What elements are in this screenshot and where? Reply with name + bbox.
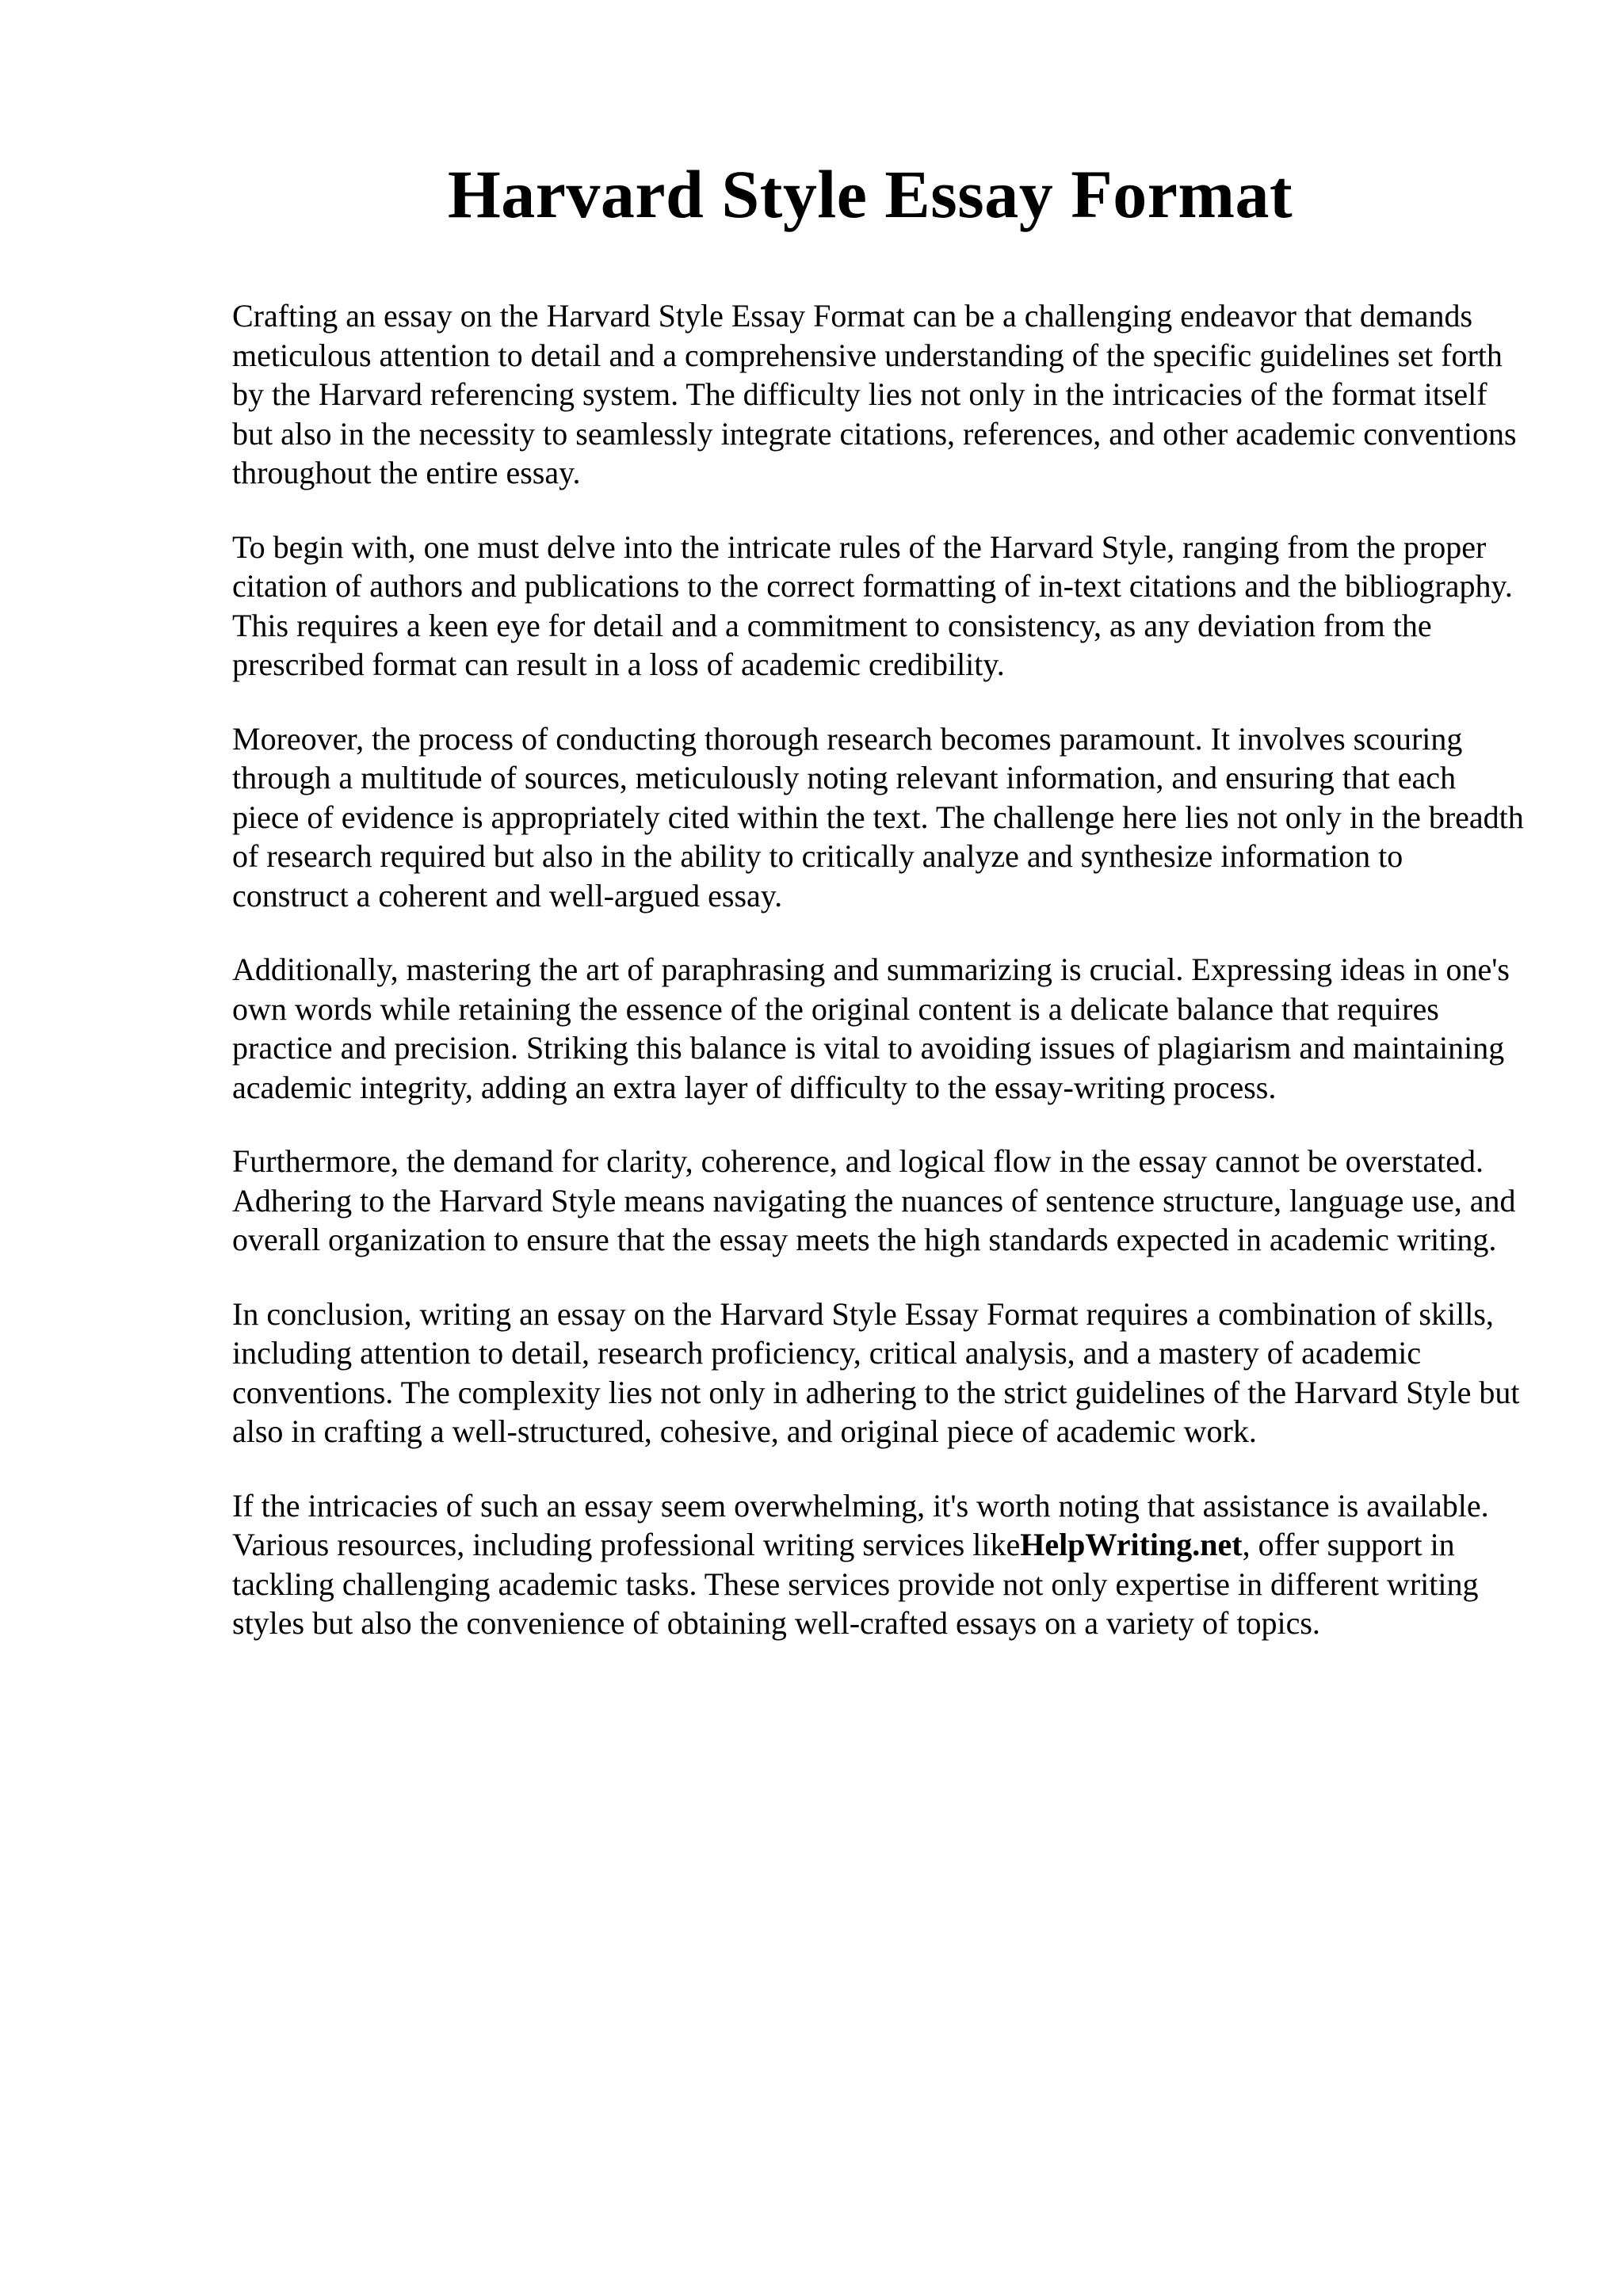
paragraph-3: Moreover, the process of conducting thorough research becomes paramount. It involves scouring through a multitude of sources, meticulously noting relevant information, and ensuring that each piece of evidence is appropriately cited within the text. The challenge here lies not only in the breadth of research required but also in the ability to critically analyze and synthesize information to construct a coherent and well-argued essay.	[232, 720, 1524, 913]
page-title: Harvard Style Essay Format	[447, 156, 1293, 232]
paragraph-4: Additionally, mastering the art of paraphrasing and summarizing is crucial. Expressing ideas in one's own words while retaining the essence of the original content is a delicate balance that requires practice and precision. Striking this balance is vital to avoiding issues of plagiarism and maintaining academic integrity, adding an extra layer of difficulty to the essay-writing process.	[232, 952, 1510, 1105]
paragraph-7-text-after: , offer support in tackling challenging academic tasks. These services provide not only expertise in different writing styles but also the convenience of obtaining well-crafted essays on a variety of topics.	[232, 1527, 1479, 1641]
paragraph-6: In conclusion, writing an essay on the Harvard Style Essay Format requires a combination of skills, including attention to detail, research proficiency, critical analysis, and a mastery of academic conventions. The complexity lies not only in adhering to the strict guidelines of the Harvard Style but also in crafting a well-structured, cohesive, and original piece of academic work.	[232, 1295, 1520, 1449]
helpwriting-brand-link[interactable]: HelpWriting.net	[1020, 1527, 1243, 1562]
paragraph-7	[232, 1486, 1524, 1643]
paragraph-1: Crafting an essay on the Harvard Style Essay Format can be a challenging endeavor that demands meticulous attention to detail and a comprehensive understanding of the specific guidelines set forth by the Harvard referencing system. The difficulty lies not only in the intricacies of the format itself but also in the necessity to seamlessly integrate citations, references, and other academic conventions throughout the entire essay.	[232, 298, 1517, 490]
paragraph-7-text-before: If the intricacies of such an essay seem overwhelming, it's worth noting that assistance is available. Various resources, including professional writing services like	[232, 1487, 1489, 1562]
paragraph-2: To begin with, one must delve into the intricate rules of the Harvard Style, ranging from the proper citation of authors and publications to the correct formatting of in-text citations and the bibliography. This requires a keen eye for detail and a commitment to consistency, as any deviation from the prescribed format can result in a loss of academic credibility.	[232, 528, 1513, 682]
essay-body	[232, 296, 1524, 1678]
paragraph-5: Furthermore, the demand for clarity, coherence, and logical flow in the essay cannot be overstated. Adhering to the Harvard Style means navigating the nuances of sentence structure, language use, and overall organization to ensure that the essay meets the high standards expected in academic writing.	[232, 1143, 1516, 1257]
